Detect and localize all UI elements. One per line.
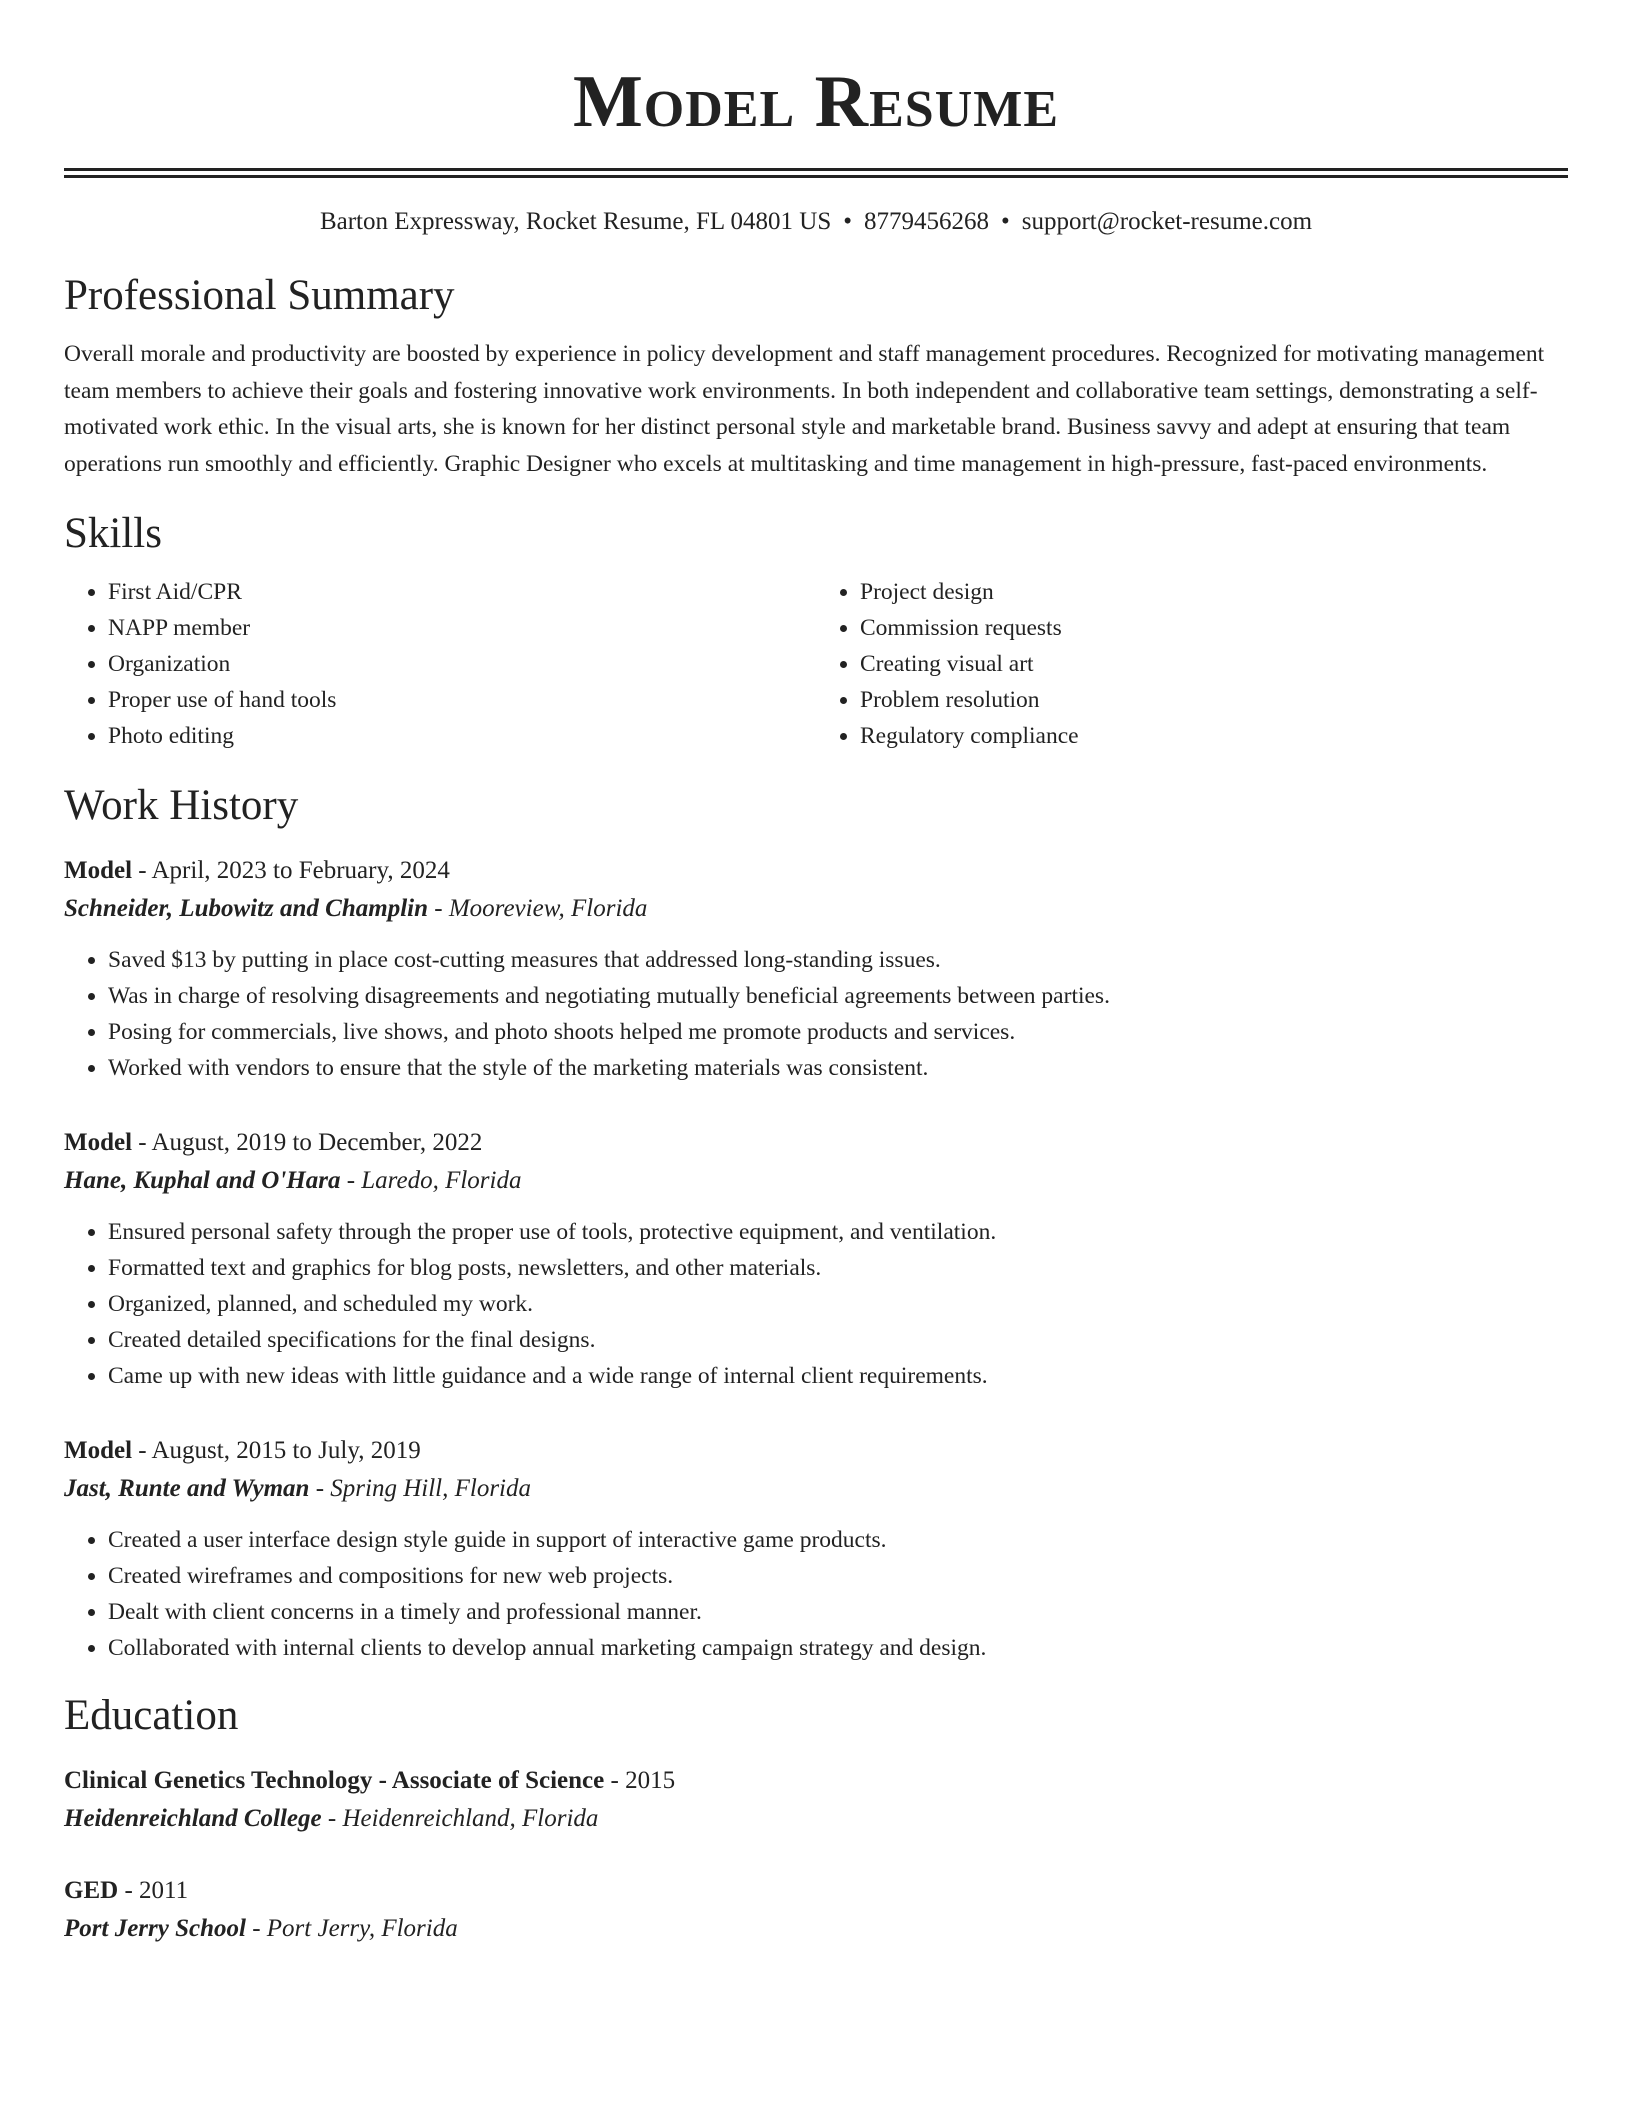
skills-column-right bbox=[816, 574, 1568, 754]
education-degree: Clinical Genetics Technology - Associate of Science bbox=[64, 1767, 605, 1794]
job-bullet: • Created a user interface design style guide in support of interactive game products. bbox=[108, 1522, 1568, 1558]
dash: - bbox=[309, 1475, 331, 1502]
education-school-line bbox=[64, 1910, 1568, 1948]
education-school-line bbox=[64, 1800, 1568, 1838]
job-title: Model bbox=[64, 857, 133, 884]
job-dates: April, 2023 to February, 2024 bbox=[151, 857, 450, 884]
resume-page bbox=[64, 0, 1568, 1948]
skill-item: • Regulatory compliance bbox=[860, 718, 1568, 754]
job-bullet: • Worked with vendors to ensure that the style of the marketing materials was consistent. bbox=[108, 1050, 1568, 1086]
job-bullet: • Formatted text and graphics for blog posts, newsletters, and other materials. bbox=[108, 1250, 1568, 1286]
job-company-line bbox=[64, 890, 1568, 928]
job-bullets bbox=[64, 1214, 1568, 1394]
education-year: 2015 bbox=[625, 1767, 676, 1794]
skill-item: • First Aid/CPR bbox=[108, 574, 816, 610]
education-location: Heidenreichland, Florida bbox=[342, 1805, 599, 1832]
contact-separator: • bbox=[1000, 208, 1010, 235]
contact-phone: 8779456268 bbox=[863, 208, 989, 235]
dash: - bbox=[132, 857, 152, 884]
education-school: Port Jerry School bbox=[64, 1915, 246, 1942]
job-bullet: • Posing for commercials, live shows, and photo shoots helped me promote products and services. bbox=[108, 1014, 1568, 1050]
skills-heading: Skills bbox=[64, 510, 162, 557]
dash: - bbox=[245, 1915, 267, 1942]
job-bullet: • Created wireframes and compositions for new web projects. bbox=[108, 1558, 1568, 1594]
job-location: Spring Hill, Florida bbox=[330, 1475, 531, 1502]
job-bullet: • Dealt with client concerns in a timely and professional manner. bbox=[108, 1594, 1568, 1630]
job-company-line bbox=[64, 1470, 1568, 1508]
job-bullet: • Created detailed specifications for the final designs. bbox=[108, 1322, 1568, 1358]
dash: - bbox=[604, 1767, 626, 1794]
dash: - bbox=[132, 1437, 152, 1464]
summary-text: Overall morale and productivity are boosted by experience in policy development and staff management procedures. Recognized for motivating management team members to achieve their goals and fostering innovative work environments. In both independent and collaborative team settings, demonstrating a self-motivated work ethic. In the visual arts, she is known for her distinct personal style and marketable brand. Business savvy and adept at ensuring that team operations run smoothly and efficiently. Graphic Designer who excels at multitasking and time management in high-pressure, fast-paced environments. bbox=[64, 341, 1545, 477]
job-bullet: • Was in charge of resolving disagreements and negotiating mutually beneficial agreements between parties. bbox=[108, 978, 1568, 1014]
contact-email: support@rocket-resume.com bbox=[1021, 208, 1313, 235]
skill-item: • Creating visual art bbox=[860, 646, 1568, 682]
job-role-line bbox=[64, 1124, 1568, 1162]
job-company: Jast, Runte and Wyman bbox=[64, 1475, 310, 1502]
dash: - bbox=[118, 1877, 140, 1904]
contact-separator: • bbox=[843, 208, 852, 235]
job-location: Laredo, Florida bbox=[361, 1167, 522, 1194]
job-bullets bbox=[64, 1522, 1568, 1666]
contact-line bbox=[64, 206, 1568, 238]
education-entry bbox=[64, 1762, 1568, 1838]
job-dates: August, 2015 to July, 2019 bbox=[151, 1437, 421, 1464]
job-bullet: • Ensured personal safety through the proper use of tools, protective equipment, and ventilation. bbox=[108, 1214, 1568, 1250]
job-entry bbox=[64, 1432, 1568, 1666]
education-entry bbox=[64, 1872, 1568, 1948]
dash: - bbox=[132, 1129, 152, 1156]
job-entry bbox=[64, 1124, 1568, 1394]
dash: - bbox=[340, 1167, 362, 1194]
education-degree: GED bbox=[64, 1877, 119, 1904]
skill-item: • NAPP member bbox=[108, 610, 816, 646]
skill-item: • Organization bbox=[108, 646, 816, 682]
job-role-line bbox=[64, 852, 1568, 890]
job-bullet: • Collaborated with internal clients to develop annual marketing campaign strategy and design. bbox=[108, 1630, 1568, 1666]
job-dates: August, 2019 to December, 2022 bbox=[151, 1129, 483, 1156]
skill-item: • Problem resolution bbox=[860, 682, 1568, 718]
job-bullets bbox=[64, 942, 1568, 1086]
work-history-heading: Work History bbox=[64, 782, 299, 829]
skills-list bbox=[64, 574, 1568, 754]
dash: - bbox=[321, 1805, 343, 1832]
education-location: Port Jerry, Florida bbox=[266, 1915, 458, 1942]
job-location: Mooreview, Florida bbox=[448, 895, 648, 922]
education-heading: Education bbox=[64, 1692, 239, 1739]
skill-item: • Proper use of hand tools bbox=[108, 682, 816, 718]
job-bullet: • Organized, planned, and scheduled my work. bbox=[108, 1286, 1568, 1322]
education-degree-line bbox=[64, 1872, 1568, 1910]
job-title: Model bbox=[64, 1129, 133, 1156]
summary-heading: Professional Summary bbox=[64, 272, 455, 319]
job-company: Hane, Kuphal and O'Hara bbox=[64, 1167, 341, 1194]
dash: - bbox=[428, 895, 449, 922]
skill-item: • Commission requests bbox=[860, 610, 1568, 646]
job-company: Schneider, Lubowitz and Champlin bbox=[64, 895, 428, 922]
job-title: Model bbox=[64, 1437, 133, 1464]
job-bullet: • Saved $13 by putting in place cost-cutting measures that addressed long-standing issues. bbox=[108, 942, 1568, 978]
skill-item: • Project design bbox=[860, 574, 1568, 610]
job-bullet: • Came up with new ideas with little guidance and a wide range of internal client requirements. bbox=[108, 1358, 1568, 1394]
job-company-line bbox=[64, 1162, 1568, 1200]
skill-item: • Photo editing bbox=[108, 718, 816, 754]
contact-address: Barton Expressway, Rocket Resume, FL 04801 US bbox=[319, 208, 832, 235]
education-year: 2011 bbox=[139, 1877, 189, 1904]
education-degree-line bbox=[64, 1762, 1568, 1800]
job-role-line bbox=[64, 1432, 1568, 1470]
header-double-rule bbox=[64, 168, 1568, 178]
job-entry bbox=[64, 852, 1568, 1086]
resume-name: Model Resume bbox=[572, 61, 1060, 143]
skills-column-left bbox=[64, 574, 816, 754]
education-school: Heidenreichland College bbox=[64, 1805, 322, 1832]
